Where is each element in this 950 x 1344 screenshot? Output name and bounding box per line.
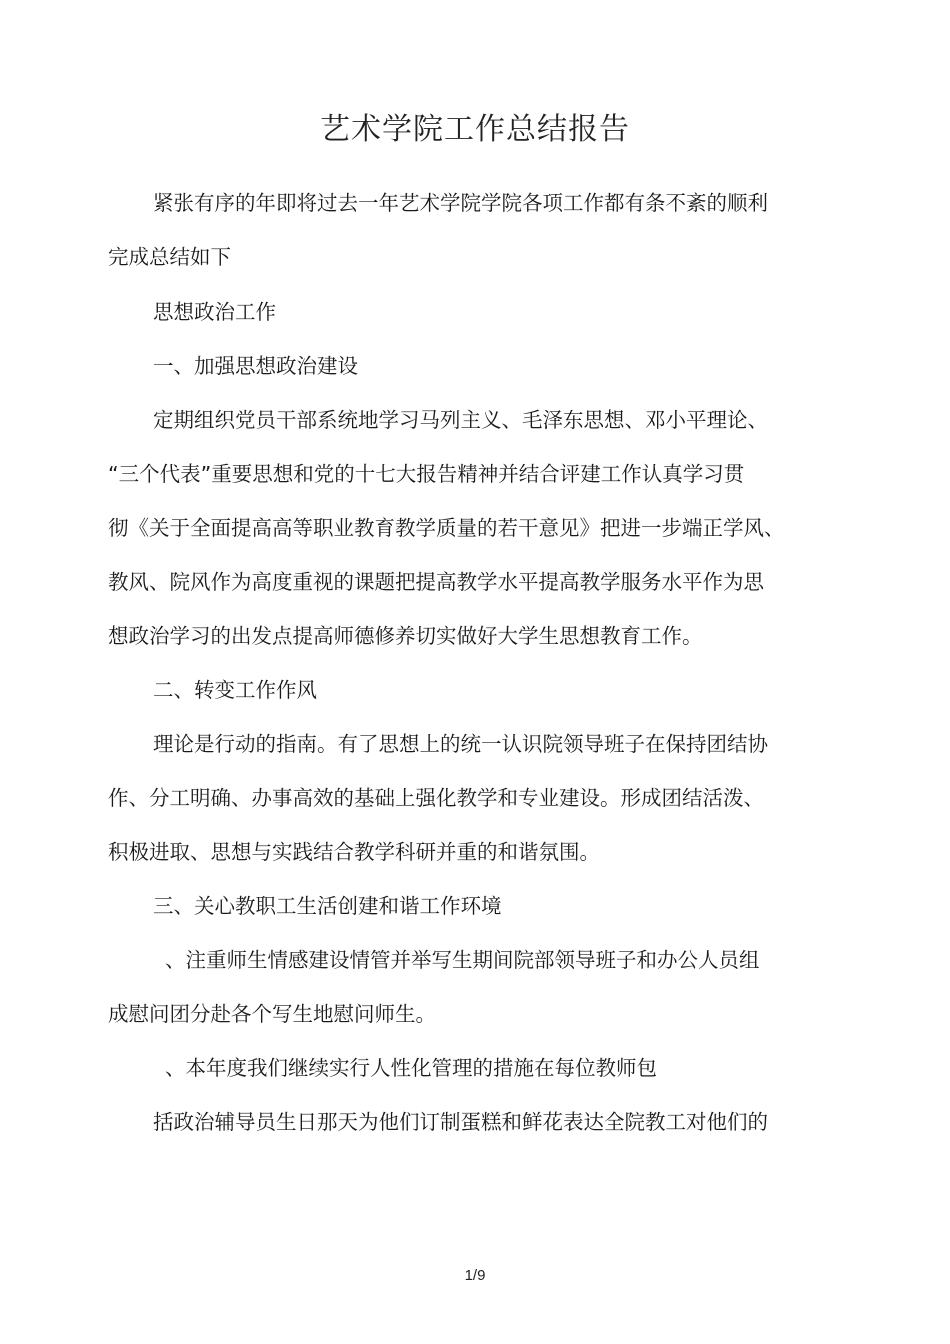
section-heading: 二、转变工作作风 bbox=[153, 678, 317, 702]
paragraph-line: 积极进取、思想与实践结合教学科研并重的和谐氛围。 bbox=[108, 840, 600, 864]
paragraph-line: 括政治辅导员生日那天为他们订制蛋糕和鲜花表达全院教工对他们的 bbox=[153, 1110, 768, 1134]
section-heading: 思想政治工作 bbox=[153, 300, 276, 324]
section-heading: 三、关心教职工生活创建和谐工作环境 bbox=[153, 894, 502, 918]
paragraph-line: 彻《关于全面提高高等职业教育教学质量的若干意见》把进一步端正学风、 bbox=[108, 516, 785, 540]
paragraph-line: 、本年度我们继续实行人性化管理的措施在每位教师包 bbox=[165, 1056, 657, 1080]
paragraph-line: “三个代表”重要思想和党的十七大报告精神并结合评建工作认真学习贯 bbox=[108, 462, 745, 486]
paragraph-line: 理论是行动的指南。有了思想上的统一认识院领导班子在保持团结协 bbox=[153, 732, 768, 756]
page-number: 1/9 bbox=[464, 1267, 486, 1284]
paragraph-line: 成慰问团分赴各个写生地慰问师生。 bbox=[108, 1002, 436, 1026]
paragraph-line: 想政治学习的出发点提高师德修养切实做好大学生思想教育工作。 bbox=[108, 624, 703, 648]
paragraph-line: 教风、院风作为高度重视的课题把提高教学水平提高教学服务水平作为思 bbox=[108, 570, 764, 594]
paragraph-line: 、注重师生情感建设情管并举写生期间院部领导班子和办公人员组 bbox=[165, 948, 760, 972]
paragraph-line: 完成总结如下 bbox=[108, 245, 231, 269]
paragraph-line: 定期组织党员干部系统地学习马列主义、毛泽东思想、邓小平理论、 bbox=[153, 408, 768, 432]
document-title: 艺术学院工作总结报告 bbox=[320, 112, 630, 147]
paragraph-line: 作、分工明确、办事高效的基础上强化教学和专业建设。形成团结活泼、 bbox=[108, 786, 764, 810]
paragraph-line: 紧张有序的年即将过去一年艺术学院学院各项工作都有条不紊的顺利 bbox=[153, 191, 768, 215]
section-heading: 一、加强思想政治建设 bbox=[153, 354, 358, 378]
